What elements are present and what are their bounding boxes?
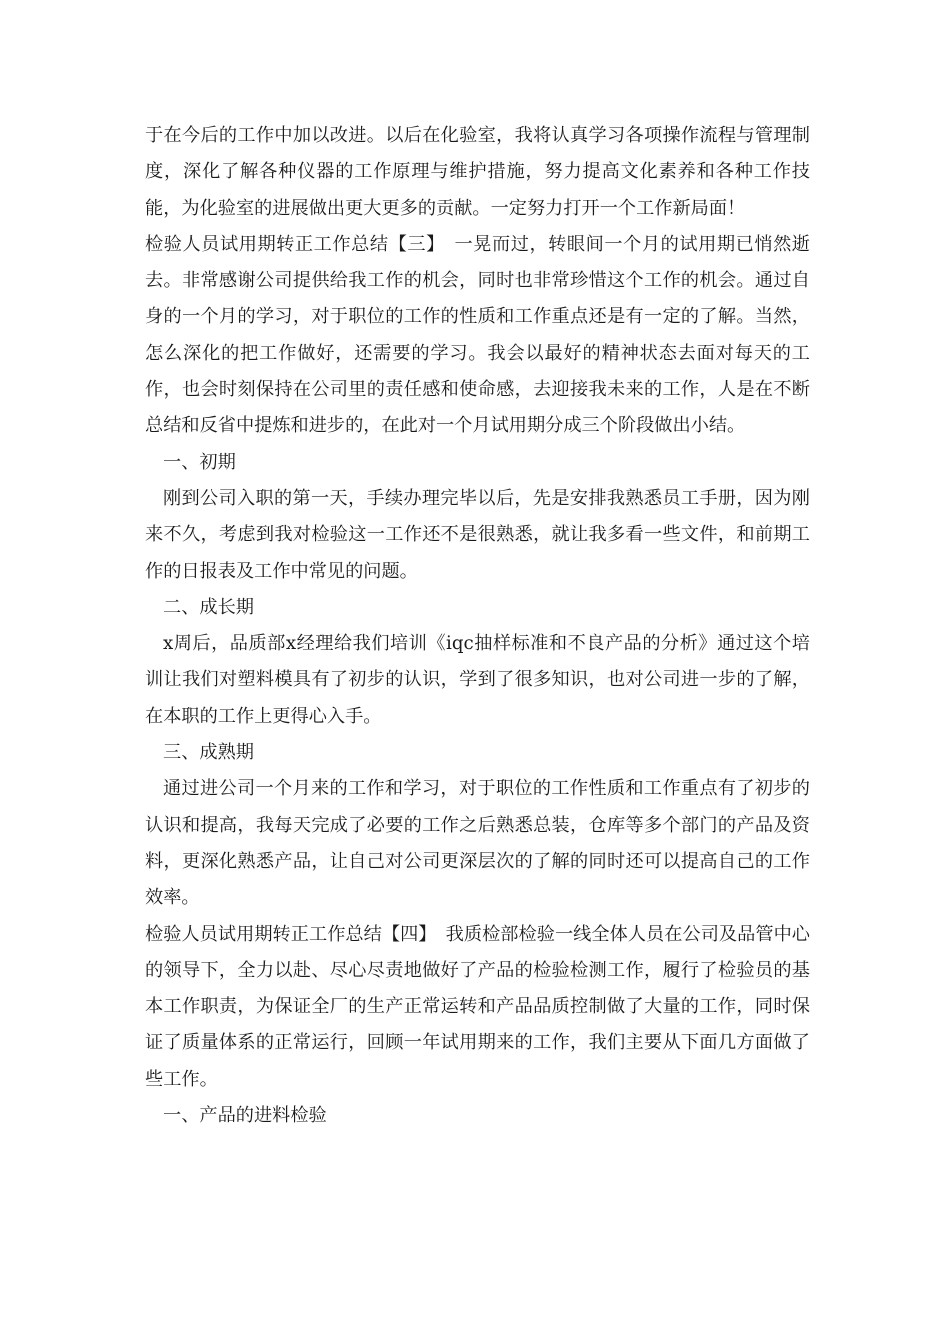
paragraph-initial-period: 刚到公司入职的第一天，手续办理完毕以后，先是安排我熟悉员工手册，因为刚来不久，考虑到我对检验这一工作还不是很熟悉，就让我多看一些文件，和前期工作的日报表及工作中常见的问题。 [145, 487, 810, 582]
paragraph-growth-period: x周后，品质部x经理给我们培训《iqc抽样标准和不良产品的分析》通过这个培训让我们对塑料模具有了初步的认识，学到了很多知识，也对公司进一步的了解，在本职的工作上更得心入手。 [145, 633, 810, 727]
paragraph-summary-three: 检验人员试用期转正工作总结【三】 一晃而过，转眼间一个月的试用期已悄然逝去。非常感谢公司提供给我工作的机会，同时也非常珍惜这个工作的机会。通过自身的一个月的学习，对于职位的工作的性质和工作重点还是有一定的了解。当然，怎么深化的把工作做好，还需要的学习。我会以最好的精神状态去面对每天的工作，也会时刻保持在公司里的责任感和使命感，去迎接我未来的工作，人是在不断总结和反省中提炼和进步的，在此对一个月试用期分成三个阶段做出小结。 [145, 233, 810, 437]
paragraph-mature-period: 通过进公司一个月来的工作和学习，对于职位的工作性质和工作重点有了初步的认识和提高，我每天完成了必要的工作之后熟悉总装，仓库等多个部门的产品及资料，更深化熟悉产品，让自己对公司更深层次的了解的同时还可以提高自己的工作效率。 [145, 778, 810, 909]
paragraph-continuation: 于在今后的工作中加以改进。以后在化验室，我将认真学习各项操作流程与管理制度，深化了解各种仪器的工作原理与维护措施，努力提高文化素养和各种工作技能，为化验室的进展做出更大更多的贡献。一定努力打开一个工作新局面！ [145, 125, 810, 219]
document-body [145, 118, 810, 1134]
section-heading-growth-period: 二、成长期 [163, 596, 254, 618]
section-heading-incoming-inspection: 一、产品的进料检验 [163, 1105, 327, 1127]
paragraph-summary-four: 检验人员试用期转正工作总结【四】 我质检部检验一线全体人员在公司及品管中心的领导下，全力以赴、尽心尽责地做好了产品的检验检测工作，履行了检验员的基本工作职责，为保证全厂的生产正常运转和产品品质控制做了大量的工作，同时保证了质量体系的正常运行，回顾一年试用期来的工作，我们主要从下面几方面做了些工作。 [145, 923, 810, 1090]
section-heading-mature-period: 三、成熟期 [163, 742, 254, 764]
section-heading-initial-period: 一、初期 [163, 451, 236, 473]
